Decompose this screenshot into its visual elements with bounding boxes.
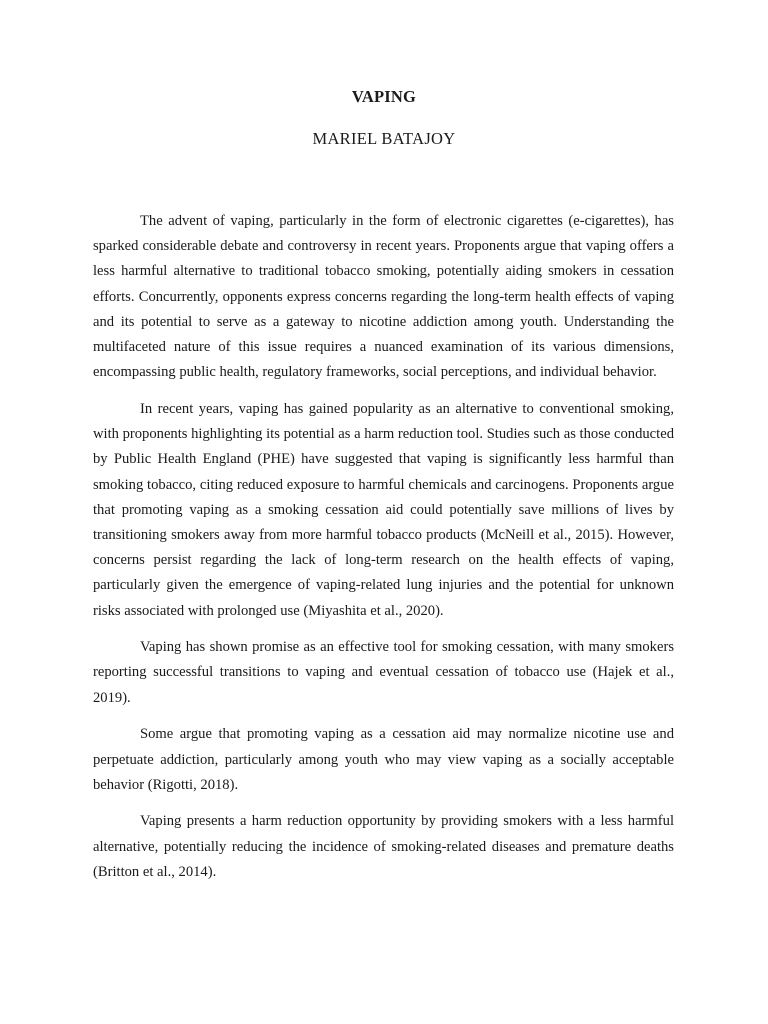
paragraph-harm-reduction-debate: In recent years, vaping has gained popularity as an alternative to conventional smoking, with proponents highlighting its potential as a harm reduction tool. Studies such as those conducted by Public Health England (PHE) have suggested that vaping is significantly less harmful than smoking tobacco, citing reduced exposure to harmful chemicals and carcinogens. Proponents argue that promoting vaping as a smoking cessation aid could potentially save millions of lives by transitioning smokers away from more harmful tobacco products (McNeill et al., 2015). However, concerns persist regarding the lack of long-term research on the health effects of vaping, particularly given the emergence of vaping-related lung injuries and the potential for unknown risks associated with prolonged use (Miyashita et al., 2020). [93,400,674,619]
document-author: MARIEL BATAJOY [312,129,456,148]
paragraph-cessation-tool: Vaping has shown promise as an effective tool for smoking cessation, with many smokers reporting successful transitions to vaping and eventual cessation of tobacco use (Hajek et al., 2019). [93,639,674,706]
document-title: VAPING [351,87,417,106]
paragraph-normalization-concern: Some argue that promoting vaping as a cessation aid may normalize nicotine use and perpetuate addiction, particularly among youth who may view vaping as a socially acceptable behavior (Rigotti, 2018). [93,726,674,793]
paragraph-harm-reduction-opportunity: Vaping presents a harm reduction opportunity by providing smokers with a less harmful alternative, potentially reducing the incidence of smoking-related diseases and premature deaths (Britton et al., 2014). [93,813,674,880]
document-body [93,209,674,897]
paragraph-introduction: The advent of vaping, particularly in the form of electronic cigarettes (e-cigarettes), has sparked considerable debate and controversy in recent years. Proponents argue that vaping offers a less harmful alternative to traditional tobacco smoking, potentially aiding smokers in cessation efforts. Concurrently, opponents express concerns regarding the long-term health effects of vaping and its potential to serve as a gateway to nicotine addiction among youth. Understanding the multifaceted nature of this issue requires a nuanced examination of its various dimensions, encompassing public health, regulatory frameworks, social perceptions, and individual behavior. [93,213,674,381]
